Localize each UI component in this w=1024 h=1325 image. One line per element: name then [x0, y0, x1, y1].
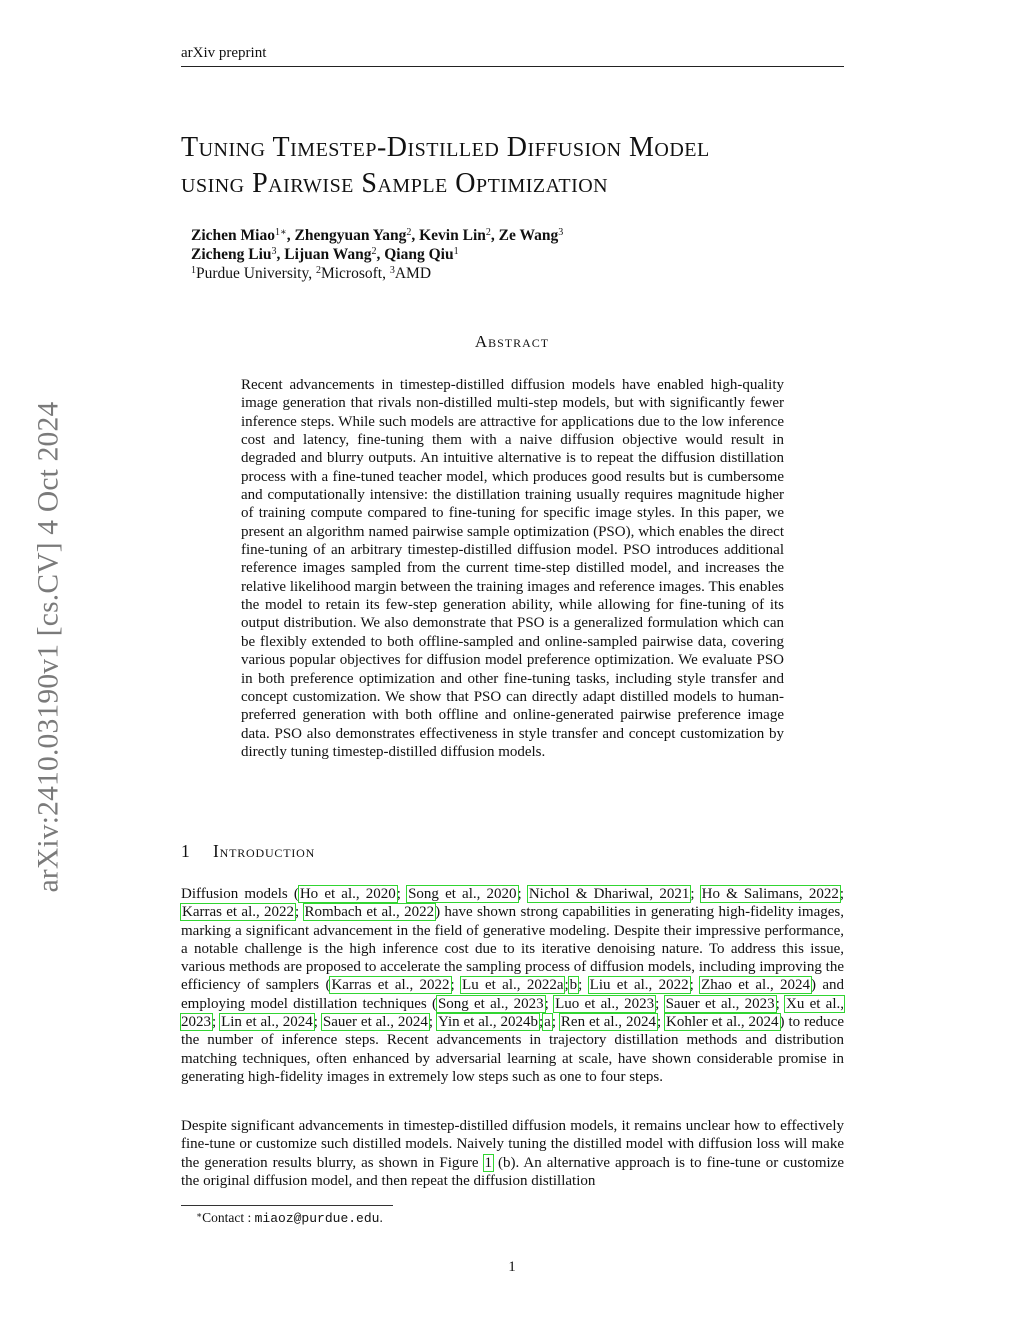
footnote-end: .	[379, 1210, 383, 1225]
author-name: Lijuan Wang	[284, 246, 372, 263]
body-text: Despite significant advancements in timestep-distilled diffusion models, it remains unclear how to effectively fine-tune or customize such distilled models. Naively tuning the distilled model with diffusion loss will make the generation results blurry, as shown in Figure	[181, 1118, 844, 1171]
citation-link[interactable]: Sauer et al., 2024	[322, 1014, 428, 1031]
running-header: arXiv preprint	[181, 44, 844, 67]
citation-link[interactable]: Ren et al., 2024	[560, 1014, 656, 1031]
footnote-label: Contact :	[202, 1210, 255, 1225]
citation-link[interactable]: Zhao et al., 2024	[701, 977, 811, 994]
page-number: 1	[508, 1259, 516, 1275]
footnote-mark: ∗	[196, 1210, 203, 1220]
affiliation-mark: 1	[191, 265, 196, 276]
author-name: Qiang Qiu	[384, 246, 454, 263]
citation-separator: ;	[544, 995, 555, 1012]
paper-title	[181, 130, 881, 202]
title-line-1: Tuning Timestep-Distilled Diffusion Model	[181, 132, 710, 163]
arxiv-sidebar-stamp	[30, 365, 68, 930]
citation-separator: ;	[539, 1014, 544, 1031]
affiliation: AMD	[394, 265, 432, 282]
citation-separator: ;	[564, 977, 569, 994]
citation-link[interactable]: Luo et al., 2023	[555, 995, 655, 1012]
citation-separator: ;	[775, 995, 786, 1012]
section-title: Introduction	[213, 841, 316, 861]
section-heading-introduction	[181, 841, 315, 862]
section-number: 1	[181, 841, 191, 861]
citation-link[interactable]: Ho et al., 2020	[299, 886, 396, 902]
citation-link[interactable]: a	[544, 1014, 551, 1031]
author-name: Zicheng Liu	[191, 246, 272, 263]
citation-separator: ;	[656, 1014, 666, 1031]
figure-reference-link[interactable]: 1	[484, 1154, 493, 1171]
citation-link[interactable]: Song et al., 2023	[437, 995, 544, 1012]
abstract-text: Recent advancements in timestep-distilled diffusion models have enabled high-quality image generation that rivals non-distilled multi-step models, but with significantly fewer inference steps. While such models are attractive for applications due to the low inference cost and latency, fine-tuning them with a naive diffusion objective would result in degraded and blurry outputs. An intuitive alternative is to repeat the diffusion distillation process with a fine-tuned teacher model, which produces good results but is cumbersome and computationally intensive: the distillation training usually requires magnitude higher of training compute compared to fine-tuning for specific image styles. In this paper, we present an algorithm named pairwise sample optimization (PSO), which enables the direct fine-tuning of an arbitrary timestep-distilled diffusion model. PSO introduces additional reference images sampled from the current time-step distilled model, and increases the relative likelihood margin between the training images and reference images. This enables the model to retain its few-step generation ability, while allowing for fine-tuning of its output distribution. We also demonstrate that PSO is a generalized formulation which can be flexibly extended to both offline-sampled and online-sampled pairwise data, covering various popular objectives for diffusion model preference optimization. We evaluate PSO in both preference optimization and other fine-tuning tasks, including style transfer and concept customization. We show that PSO can directly adapt distilled models to human-preferred generation with both offline and online-generated pairwise preference image data. PSO also demonstrates effectiveness in style transfer and concept customization by directly tuning timestep-distilled diffusion models.	[241, 377, 784, 760]
body-text: ) have shown strong capabilities in generating high-fidelity images, marking a significant advancement in the field of generative modeling. Despite their impressive performance, a notable challenge is the high inference cost due to its iterative denoising nature. To address this issue, various methods are proposed to accelerate the sampling process of diffusion models, including improving the efficiency of samplers (	[181, 904, 845, 994]
footnote-contact	[196, 1209, 383, 1227]
contact-email: miaoz@purdue.edu	[254, 1211, 380, 1226]
abstract-heading: Abstract	[474, 332, 550, 351]
citation-link[interactable]: Liu et al., 2022	[589, 977, 689, 994]
citation-separator: ;	[578, 977, 589, 994]
citation-link[interactable]: Sauer et al., 2023	[665, 995, 775, 1012]
author-line-1: Zichen Miao$^{1∗}$, Zhengyuan Yang$^2$, Kevin Lin$^2$, Ze Wang$^3$	[191, 227, 564, 244]
affiliation-mark: 2	[315, 265, 321, 276]
citation-link[interactable]: Lin et al., 2024	[221, 1014, 313, 1031]
citation-separator: ;	[655, 995, 665, 1012]
citation-separator: ;	[428, 1014, 437, 1031]
author-affiliation-mark: 1∗	[274, 227, 287, 238]
intro-paragraph-1	[181, 885, 844, 1086]
author-affiliation-mark: 1	[453, 246, 459, 257]
author-affiliation-mark: 3	[271, 246, 277, 257]
body-text: ) to reduce the number of inference steps. Recent advancements in trajectory distillation methods and distribution matching techniques, often enhanced by adversarial learning at scale, have shown considerable promise in generating high-fidelity images in extremely low steps such as one to four steps.	[181, 1014, 844, 1085]
citation-link[interactable]: Karras et al., 2022	[331, 977, 450, 994]
citation-link[interactable]: b	[569, 977, 578, 994]
author-affiliation-mark: 3	[558, 227, 564, 238]
author-affiliation-mark: 2	[406, 227, 412, 238]
citation-separator: ;	[839, 886, 844, 902]
body-text: (b). An alternative approach is to fine-tune or customize the original diffusion model, and then repeat the diffusion distillation	[181, 1154, 844, 1189]
citation-separator: ;	[517, 886, 528, 902]
author-block	[191, 226, 831, 283]
author-line-2: Zicheng Liu$^3$, Lijuan Wang$^2$, Qiang Qiu$^1$	[191, 246, 459, 263]
arxiv-identifier: arXiv:2410.03190v1 [cs.CV] 4 Oct 2024	[32, 401, 65, 893]
citation-link[interactable]: Xu et al., 2023	[181, 995, 845, 1031]
citation-link[interactable]: Kohler et al., 2024	[666, 1014, 779, 1031]
author-affiliation-mark: 2	[485, 227, 491, 238]
citation-separator: ;	[689, 977, 701, 994]
citation-link[interactable]: Nichol & Dhariwal, 2021	[528, 886, 690, 902]
citation-separator: ;	[551, 1014, 560, 1031]
citation-separator: ;	[212, 1014, 221, 1031]
citation-link[interactable]: Lu et al., 2022a	[462, 977, 564, 994]
affiliations	[191, 264, 831, 283]
citation-separator: ;	[313, 1014, 322, 1031]
citation-separator: ;	[295, 904, 304, 921]
affiliation-mark: 3	[389, 265, 395, 276]
author-name: Zhengyuan Yang	[294, 227, 407, 244]
citation-link[interactable]: Rombach et al., 2022	[304, 904, 435, 921]
body-text: Diffusion models (	[181, 886, 299, 902]
author-name: Zichen Miao	[191, 227, 275, 244]
author-affiliation-mark: 2	[371, 246, 377, 257]
citation-link[interactable]: Song et al., 2020	[408, 886, 517, 902]
author-name: Ze Wang	[498, 227, 559, 244]
affiliation: Purdue University,	[196, 265, 316, 282]
citation-link[interactable]: Ho & Salimans, 2022	[701, 886, 839, 902]
citation-separator: ;	[690, 886, 701, 902]
author-name: Kevin Lin	[419, 227, 486, 244]
footnote-divider	[181, 1205, 393, 1206]
title-line-2: using Pairwise Sample Optimization	[181, 168, 609, 199]
intro-paragraph-2	[181, 1117, 844, 1190]
citation-separator: ;	[450, 977, 462, 994]
citation-link[interactable]: Karras et al., 2022	[182, 904, 295, 921]
citation-separator: ;	[396, 886, 408, 902]
citation-link[interactable]: Yin et al., 2024b	[437, 1014, 538, 1031]
body-text: ) and employing model distillation techniques (	[181, 977, 845, 1012]
affiliation: Microsoft,	[320, 265, 390, 282]
